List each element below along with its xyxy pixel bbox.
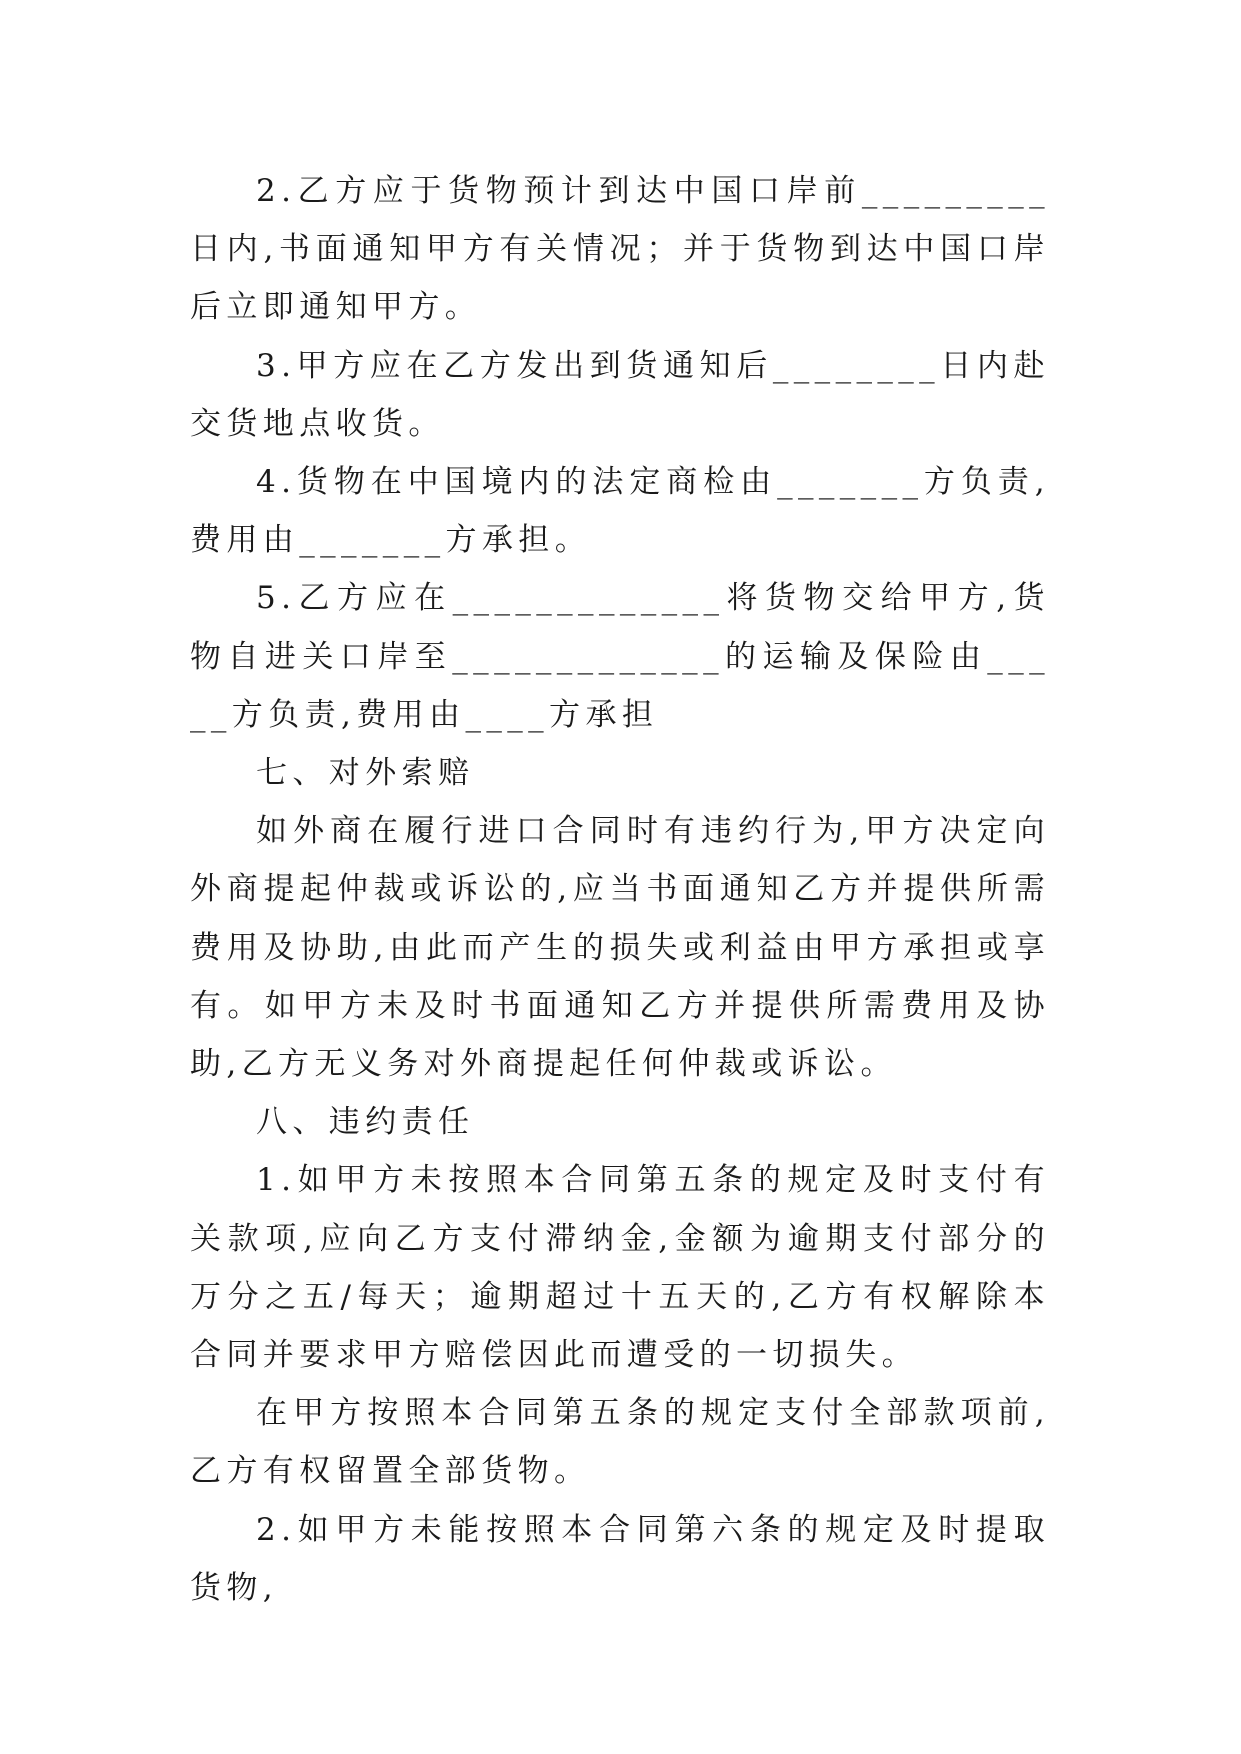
section-heading: 七、对外索赔 xyxy=(256,755,475,792)
clause-paragraph: 2.乙方应于货物预计到达中国口岸前_________日内,书面通知甲方有关情况；并于货物到达中国口岸后立即通知甲方。 xyxy=(190,173,1050,326)
clause-paragraph: 如外商在履行进口合同时有违约行为,甲方决定向外商提起仲裁或诉讼的,应当书面通知乙方并提供所需费用及协助,由此而产生的损失或利益由甲方承担或享有。如甲方未及时书面通知乙方并提供所需费用及协助,乙方无义务对外商提起任何仲裁或诉讼。 xyxy=(190,813,1050,1083)
clause-paragraph: 4.货物在中国境内的法定商检由_______方负责,费用由_______方承担。 xyxy=(190,464,1050,559)
document-page xyxy=(190,162,1050,1617)
section-heading: 八、违约责任 xyxy=(256,1104,475,1141)
clause-paragraph: 在甲方按照本合同第五条的规定支付全部款项前,乙方有权留置全部货物。 xyxy=(190,1395,1050,1490)
clause-paragraph: 5.乙方应在_____________将货物交给甲方,货物自进关口岸至_____________的运输及保险由_____方负责,费用由____方承担 xyxy=(190,580,1050,733)
clause-paragraph: 2.如甲方未能按照本合同第六条的规定及时提取货物, xyxy=(190,1511,1050,1606)
clause-paragraph: 1.如甲方未按照本合同第五条的规定及时支付有关款项,应向乙方支付滞纳金,金额为逾期支付部分的万分之五/每天；逾期超过十五天的,乙方有权解除本合同并要求甲方赔偿因此而遭受的一切损失。 xyxy=(190,1162,1050,1374)
clause-paragraph: 3.甲方应在乙方发出到货通知后________日内赴交货地点收货。 xyxy=(190,347,1050,442)
